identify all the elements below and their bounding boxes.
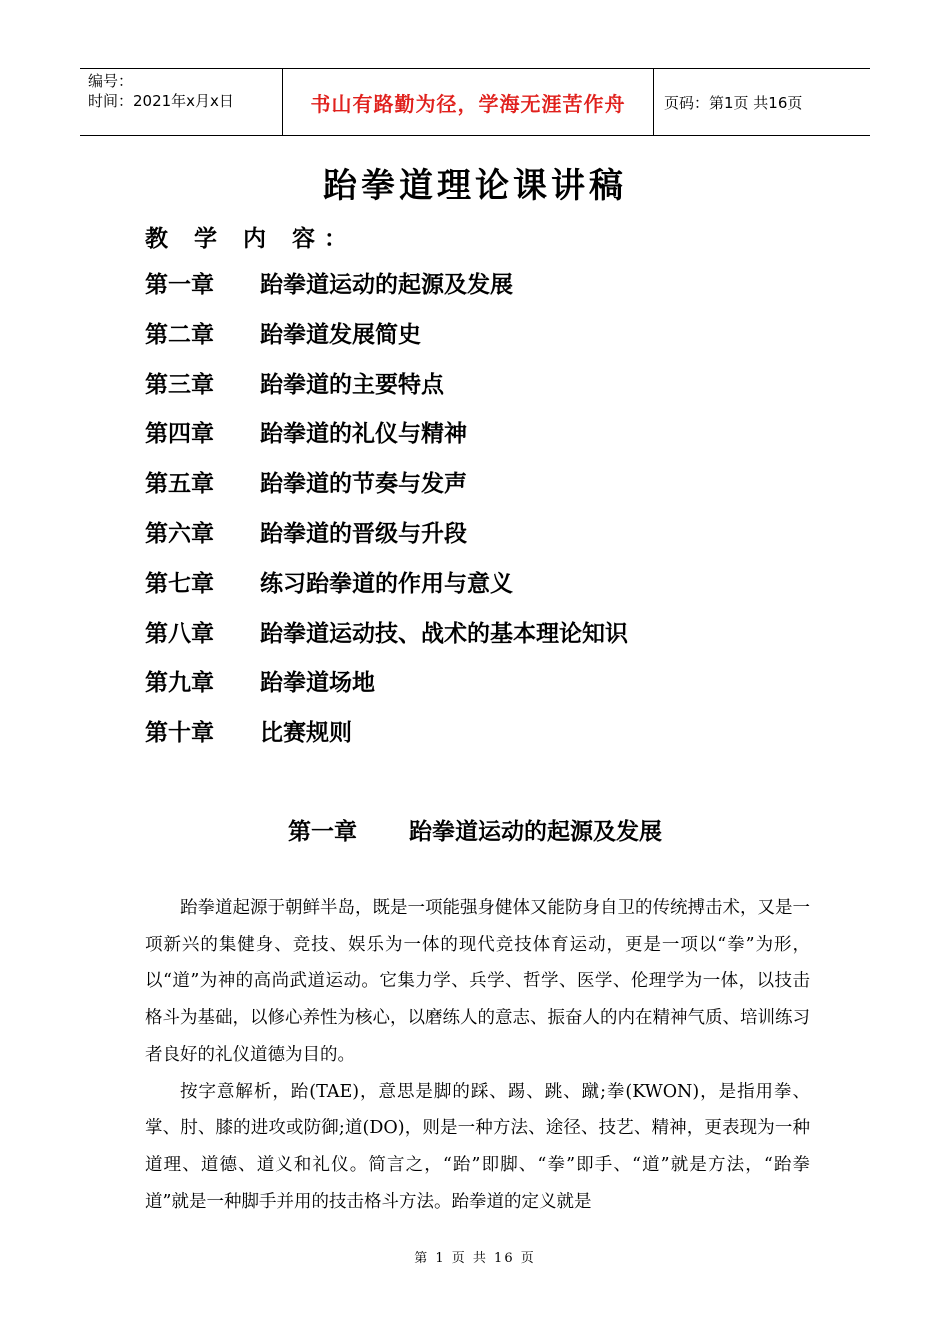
toc-item bbox=[145, 415, 628, 465]
body-paragraph: 按字意解析，跆(TAE)，意思是脚的踩、踢、跳、蹴;拳(KWON)，是指用拳、掌、肘、膝的进攻或防御;道(DO)，则是一种方法、途径、技艺、精神，更表现为一种道理、道德、道义和礼仪。简言之，“跆”即脚、“拳”即手、“道”就是方法，“跆拳道”就是一种脚手并用的技击格斗方法。跆拳道的定义就是 bbox=[145, 1081, 810, 1212]
toc-item bbox=[145, 714, 628, 764]
page-footer: 第 1 页 共 16 页 bbox=[414, 1251, 536, 1266]
document-title: 跆拳道理论课讲稿 bbox=[323, 166, 627, 206]
toc-item bbox=[145, 664, 628, 714]
toc-item bbox=[145, 366, 628, 416]
time-label: 时间：2021年x月x日 bbox=[88, 92, 234, 110]
toc-chapter-number: 第九章 bbox=[145, 669, 214, 697]
toc-chapter-title: 跆拳道场地 bbox=[260, 669, 375, 697]
toc-chapter-number: 第五章 bbox=[145, 470, 214, 498]
toc-item bbox=[145, 615, 628, 665]
toc-heading: 教 学 内 容： bbox=[145, 225, 357, 252]
toc-chapter-title: 跆拳道的主要特点 bbox=[260, 370, 444, 398]
header-page-info: 页码：第1页 共16页 bbox=[664, 93, 803, 112]
table-of-contents bbox=[145, 266, 628, 764]
toc-chapter-number: 第一章 bbox=[145, 271, 214, 298]
toc-chapter-title: 练习跆拳道的作用与意义 bbox=[260, 569, 513, 597]
toc-chapter-title: 跆拳道的礼仪与精神 bbox=[260, 420, 467, 448]
toc-chapter-number: 第七章 bbox=[145, 569, 214, 597]
chapter-heading bbox=[0, 812, 950, 852]
toc-item bbox=[145, 316, 628, 366]
toc-item bbox=[145, 465, 628, 515]
toc-chapter-title: 比赛规则 bbox=[260, 719, 352, 747]
toc-item bbox=[145, 515, 628, 565]
chapter-body bbox=[145, 890, 810, 1220]
toc-chapter-title: 跆拳道的晋级与升段 bbox=[260, 519, 467, 547]
toc-chapter-title: 跆拳道的节奏与发声 bbox=[260, 470, 467, 498]
toc-chapter-title: 跆拳道发展简史 bbox=[260, 320, 421, 348]
toc-chapter-title: 跆拳道运动的起源及发展 bbox=[260, 271, 513, 298]
toc-chapter-number: 第十章 bbox=[145, 719, 214, 747]
page-header bbox=[80, 68, 870, 136]
chapter-number: 第一章 bbox=[288, 818, 357, 845]
toc-chapter-number: 第六章 bbox=[145, 519, 214, 547]
toc-chapter-number: 第三章 bbox=[145, 370, 214, 398]
body-paragraph: 跆拳道起源于朝鲜半岛，既是一项能强身健体又能防身自卫的传统搏击术，又是一项新兴的集健身、竞技、娱乐为一体的现代竞技体育运动，更是一项以“拳”为形，以“道”为神的高尚武道运动。它集力学、兵学、哲学、医学、伦理学为一体，以技击格斗为基础，以修心养性为核心，以磨练人的意志、振奋人的内在精神气质、培训练习者良好的礼仪道德为目的。 bbox=[145, 898, 810, 1065]
header-meta bbox=[80, 69, 282, 135]
toc-chapter-number: 第二章 bbox=[145, 320, 214, 348]
number-label: 编号： bbox=[88, 72, 134, 90]
toc-chapter-number: 第八章 bbox=[145, 619, 214, 647]
chapter-title: 跆拳道运动的起源及发展 bbox=[409, 818, 662, 845]
toc-chapter-number: 第四章 bbox=[145, 420, 214, 448]
toc-item bbox=[145, 266, 628, 316]
toc-chapter-title: 跆拳道运动技、战术的基本理论知识 bbox=[260, 619, 628, 647]
toc-item bbox=[145, 565, 628, 615]
header-motto: 书山有路勤为径，学海无涯苦作舟 bbox=[282, 69, 654, 135]
